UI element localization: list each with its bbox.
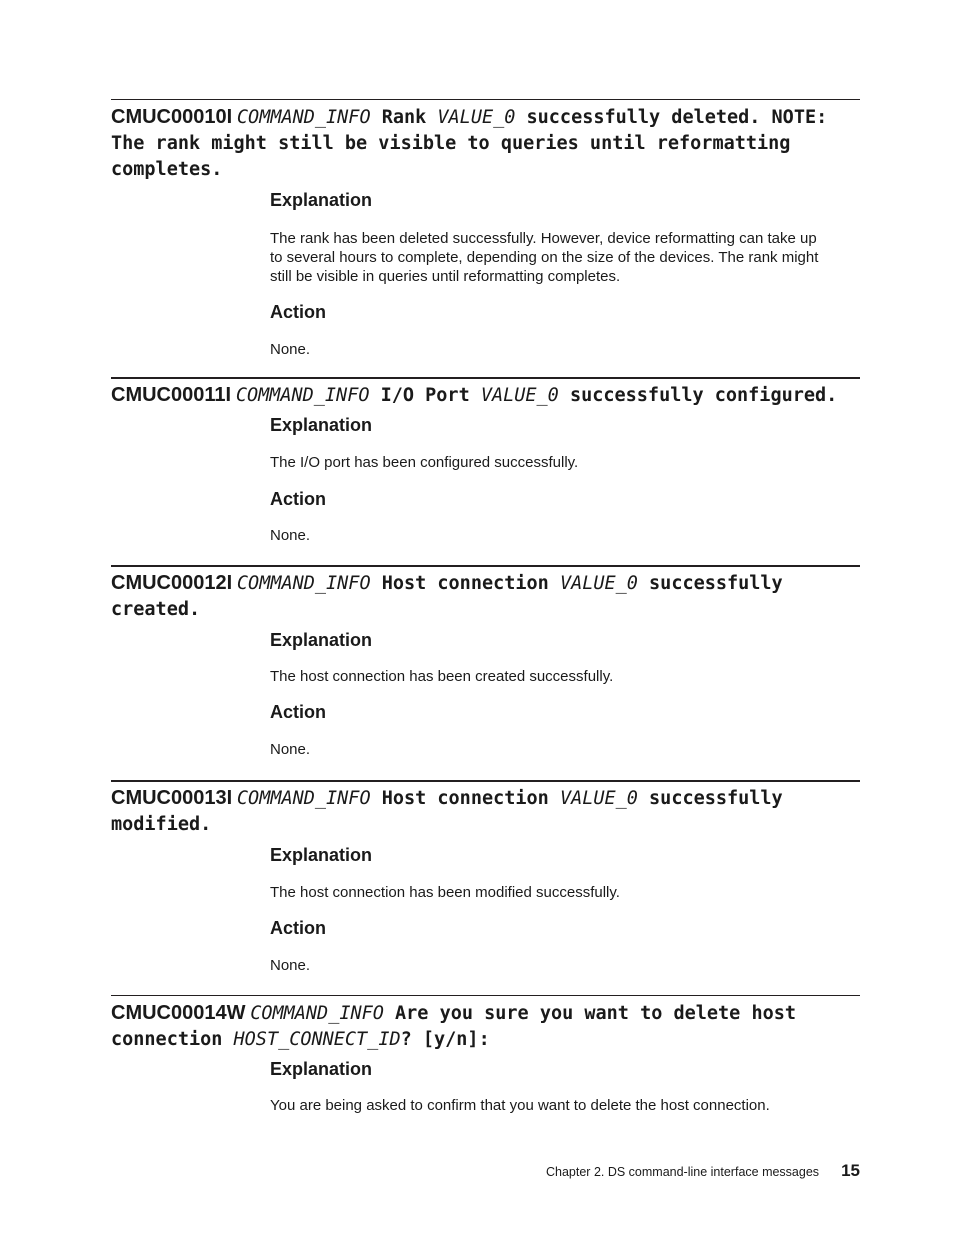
message-variable: COMMAND_INFO	[236, 573, 371, 594]
message-heading	[111, 1000, 860, 1053]
message-cmuc00013i	[111, 780, 860, 975]
explanation-text	[270, 883, 860, 902]
explanation-text	[270, 667, 860, 686]
message-variable: VALUE_0	[480, 385, 559, 406]
message-body	[270, 1058, 860, 1115]
message-heading	[111, 382, 860, 409]
message-variable: COMMAND_INFO	[235, 385, 370, 406]
explanation-text	[270, 453, 860, 472]
message-body	[270, 844, 860, 975]
action-text: None.	[270, 341, 311, 358]
page-number: 15	[841, 1161, 860, 1180]
message-text: ? [y/n]:	[400, 1029, 490, 1050]
explanation-line: The I/O port has been configured successfully.	[270, 454, 579, 471]
explanation-line: still be visible in queries until reformatting completes.	[270, 268, 621, 285]
explanation-heading: Explanation	[270, 415, 373, 435]
explanation-heading: Explanation	[270, 190, 373, 210]
action-heading: Action	[270, 918, 326, 938]
explanation-line: The rank has been deleted successfully. However, device reformatting can take up	[270, 230, 817, 247]
explanation-heading: Explanation	[270, 630, 373, 650]
message-cmuc00012i	[111, 565, 860, 759]
message-id: CMUC00010I	[111, 106, 233, 128]
action-heading: Action	[270, 302, 326, 322]
explanation-heading: Explanation	[270, 845, 373, 865]
message-heading	[111, 570, 860, 623]
message-heading	[111, 104, 860, 183]
message-variable: VALUE_0	[437, 107, 516, 128]
action-text: None.	[270, 741, 311, 758]
explanation-line: The host connection has been modified successfully.	[270, 884, 620, 901]
explanation-line: The host connection has been created successfully.	[270, 668, 614, 685]
explanation-text	[270, 1096, 860, 1115]
message-text: successfully modified.	[111, 788, 783, 835]
explanation-text	[270, 229, 860, 286]
message-variable: HOST_CONNECT_ID	[233, 1029, 401, 1050]
chapter-title: Chapter 2. DS command-line interface messages	[546, 1165, 820, 1179]
message-heading	[111, 785, 860, 838]
message-variable: VALUE_0	[559, 788, 638, 809]
message-body	[270, 414, 860, 545]
message-body	[270, 629, 860, 759]
message-id: CMUC00012I	[111, 572, 233, 594]
message-text: successfully configured.	[558, 385, 838, 406]
message-variable: COMMAND_INFO	[250, 1003, 384, 1024]
message-text: successfully created.	[111, 573, 783, 620]
message-text: Rank	[370, 107, 438, 128]
message-variable: VALUE_0	[559, 573, 638, 594]
action-text: None.	[270, 527, 311, 544]
message-id: CMUC00013I	[111, 787, 233, 809]
message-cmuc00014w	[111, 995, 860, 1115]
message-cmuc00010i	[111, 99, 860, 359]
message-text: Host connection	[370, 788, 560, 809]
action-heading: Action	[270, 702, 326, 722]
message-text: successfully deleted. NOTE: The rank might still be visible to queries until reformatting completes.	[111, 107, 828, 180]
message-body	[270, 189, 860, 359]
action-text: None.	[270, 957, 311, 974]
explanation-heading: Explanation	[270, 1059, 373, 1079]
message-variable: COMMAND_INFO	[236, 107, 371, 128]
explanation-line: to several hours to complete, depending on the size of the devices. The rank might	[270, 249, 819, 266]
message-variable: COMMAND_INFO	[236, 788, 371, 809]
message-text: I/O Port	[369, 385, 481, 406]
action-heading: Action	[270, 489, 326, 509]
message-id: CMUC00014W	[111, 1002, 246, 1024]
message-id: CMUC00011I	[111, 384, 232, 406]
message-cmuc00011i	[111, 377, 860, 545]
message-text: Are you sure you want to delete host connection	[111, 1003, 796, 1050]
explanation-line: You are being asked to confirm that you want to delete the host connection.	[270, 1097, 770, 1114]
message-text: Host connection	[370, 573, 560, 594]
